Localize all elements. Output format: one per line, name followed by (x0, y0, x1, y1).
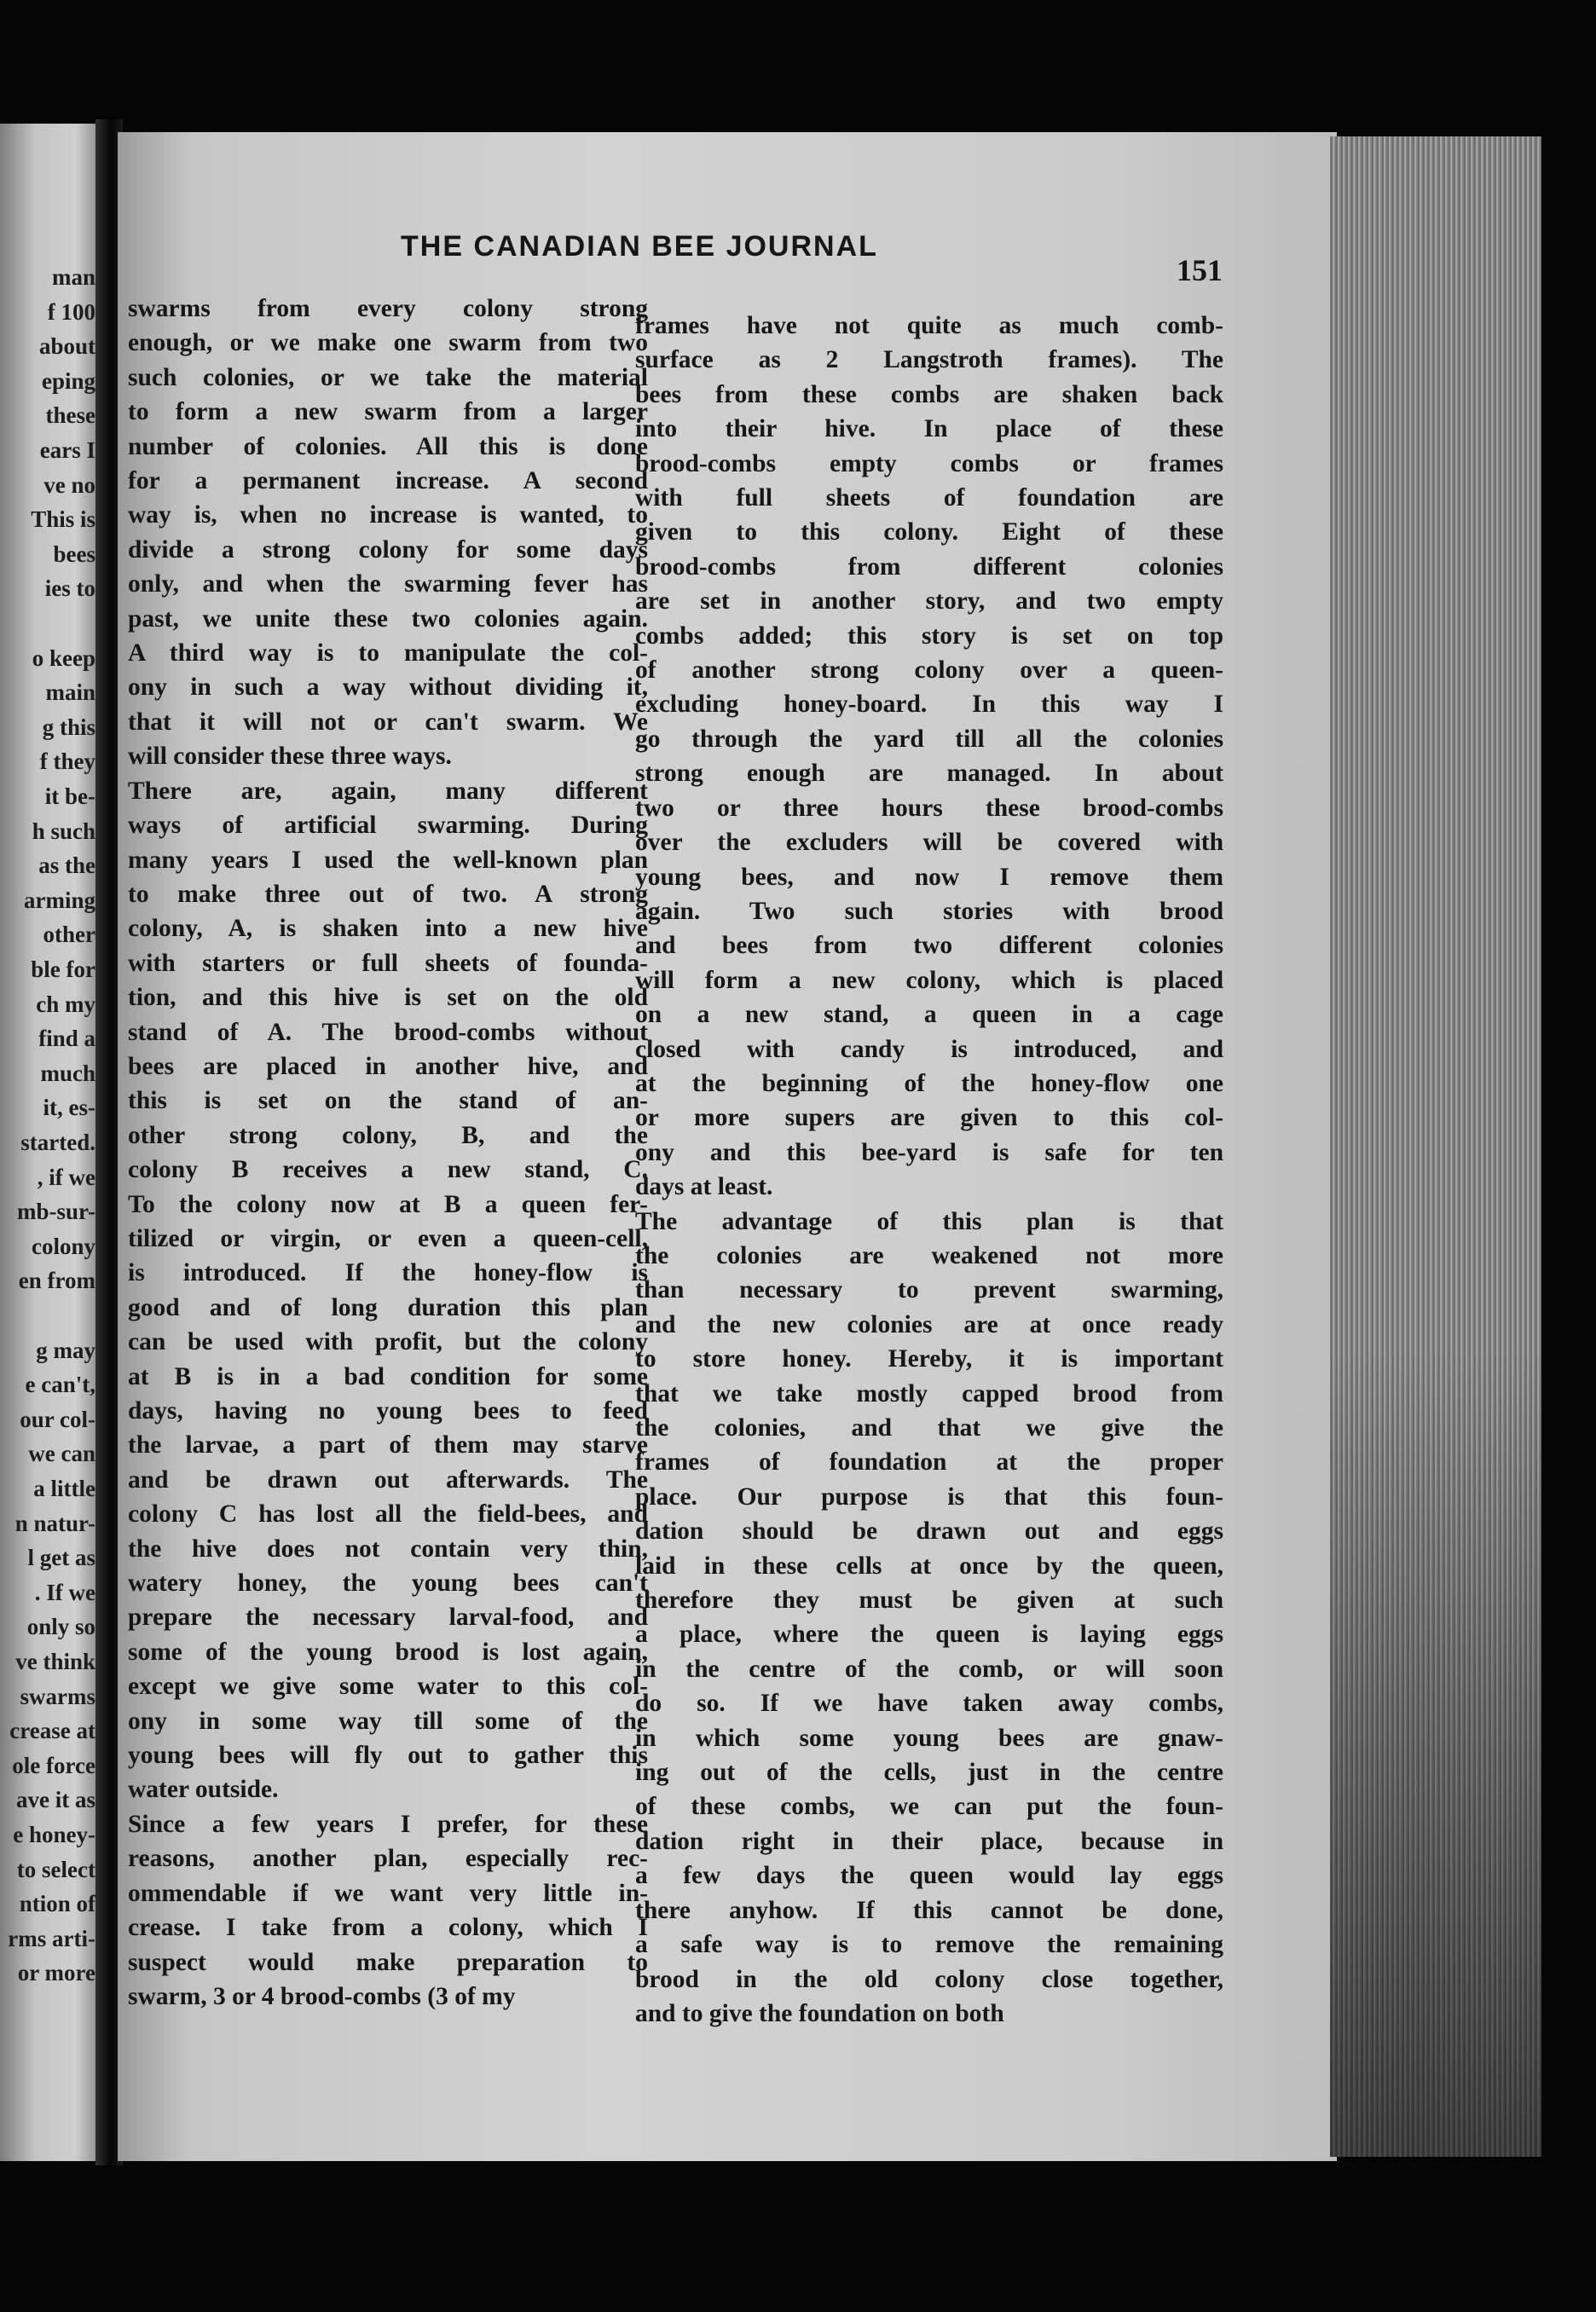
text-line: suspect would make preparation to (128, 1948, 648, 1976)
text-line: a place, where the queen is laying eggs (635, 1621, 1223, 1649)
text-line: are set in another story, and two empty (635, 587, 1223, 616)
text-line: therefore they must be given at such (635, 1587, 1223, 1615)
previous-page-text-fragment: bees (53, 540, 95, 567)
text-line: tion, and this hive is set on the old (128, 984, 648, 1012)
text-line: at B is in a bad condition for some (128, 1362, 648, 1390)
previous-page-text-fragment: to select (16, 1856, 95, 1882)
text-line: only, and when the swarming fever has (128, 570, 648, 598)
text-line: that we take mostly capped brood from (635, 1379, 1223, 1407)
previous-page-text-fragment: arming (24, 887, 95, 913)
text-line: in the centre of the comb, or will soon (635, 1655, 1223, 1683)
text-line: A third way is to manipulate the col- (128, 639, 648, 668)
text-line: to store honey. Hereby, it is important (635, 1345, 1223, 1373)
text-line: many years I used the well-known plan (128, 846, 648, 874)
text-line: except we give some water to this col- (128, 1673, 648, 1701)
text-line: do so. If we have taken away combs, (635, 1690, 1223, 1718)
text-line: frames have not quite as much comb- (635, 312, 1223, 339)
text-line: that it will not or can't swarm. We (128, 708, 648, 736)
previous-page-text-fragment: f 100 (47, 298, 95, 325)
text-line: bees are placed in another hive, and (128, 1052, 648, 1080)
previous-page-text-fragment: ole force (12, 1752, 95, 1778)
previous-page-text-fragment: we can (28, 1441, 95, 1467)
text-line: ing out of the cells, just in the centre (635, 1759, 1223, 1787)
previous-page-text-fragment: colony (31, 1233, 95, 1259)
previous-page-text-fragment: f they (39, 749, 95, 775)
text-line: the colonies, and that we give the (635, 1414, 1223, 1442)
text-line: the hive does not contain very thin, (128, 1535, 648, 1563)
text-line: combs added; this story is set on top (635, 621, 1223, 650)
previous-page-text-fragment: other (43, 922, 95, 948)
text-line: ony in such a way without dividing it, (128, 673, 648, 702)
text-line: such colonies, or we take the material (128, 363, 648, 391)
previous-page-text-fragment: e honey- (13, 1822, 95, 1847)
previous-page-text-fragment: ave it as (16, 1787, 95, 1813)
previous-page-edge (0, 124, 101, 2161)
text-line: can be used with profit, but the colony (128, 1328, 648, 1356)
text-line: way is, when no increase is wanted, to (128, 501, 648, 529)
text-line: colony C has lost all the field-bees, and (128, 1500, 648, 1529)
text-line: on a new stand, a queen in a cage (635, 1001, 1223, 1029)
previous-page-text-fragment: man (51, 264, 95, 290)
text-line: good and of long duration this plan (128, 1293, 648, 1321)
text-line: colony, A, is shaken into a new hive (128, 915, 648, 943)
previous-page-text-fragment: g this (42, 714, 95, 740)
previous-page-text-fragment: a little (33, 1476, 95, 1501)
previous-page-text-fragment: swarms (20, 1683, 95, 1709)
text-line: swarms from every colony strong (128, 295, 648, 322)
previous-page-text-fragment: ntion of (19, 1891, 95, 1917)
text-line: of these combs, we can put the foun- (635, 1793, 1223, 1821)
previous-page-text-fragment: ies to (44, 575, 95, 602)
text-line: excluding honey-board. In this way I (635, 691, 1223, 719)
text-line: stand of A. The brood-combs without (128, 1018, 648, 1046)
text-line: dation should be drawn out and eggs (635, 1517, 1223, 1546)
previous-page-text-fragment: o keep (32, 644, 95, 671)
text-line: young bees will fly out to gather this (128, 1742, 648, 1770)
previous-page-text-fragment: eping (41, 367, 95, 394)
previous-page-text-fragment: ears I (39, 437, 95, 463)
text-line: and the new colonies are at once ready (635, 1310, 1223, 1338)
text-line: crease. I take from a colony, which I (128, 1914, 648, 1942)
text-line: again. Two such stories with brood (635, 897, 1223, 925)
text-line: ony and this bee-yard is safe for ten (635, 1138, 1223, 1166)
text-line: brood in the old colony close together, (635, 1965, 1223, 1993)
text-line: and bees from two different colonies (635, 932, 1223, 960)
previous-page-text-fragment: g may (36, 1337, 95, 1363)
text-line: watery honey, the young bees can't (128, 1569, 648, 1598)
text-line: some of the young brood is lost again, (128, 1638, 648, 1666)
text-line: swarm, 3 or 4 brood-combs (3 of my (128, 1982, 516, 2010)
text-line: surface as 2 Langstroth frames). The (635, 346, 1223, 374)
previous-page-text-fragment: ve think (15, 1649, 95, 1674)
text-line: strong enough are managed. In about (635, 760, 1223, 788)
text-line: with starters or full sheets of founda- (128, 949, 648, 977)
previous-page-text-fragment: it, es- (43, 1095, 95, 1121)
text-line: or more supers are given to this col- (635, 1104, 1223, 1132)
text-line: at the beginning of the honey-flow one (635, 1069, 1223, 1097)
previous-page-text-fragment: main (45, 679, 95, 706)
text-line: number of colonies. All this is done (128, 432, 648, 460)
previous-page-text-fragment: our col- (20, 1406, 95, 1432)
page-stack-edges (1330, 136, 1541, 2157)
text-line: closed with candy is introduced, and (635, 1035, 1223, 1063)
text-line: the larvae, a part of them may starve (128, 1431, 648, 1459)
previous-page-text-fragment: as the (38, 853, 95, 879)
previous-page-text-fragment: h such (32, 818, 95, 844)
text-line: two or three hours these brood-combs (635, 794, 1223, 822)
previous-page-text-fragment: started. (20, 1130, 95, 1155)
text-line: days at least. (635, 1173, 773, 1201)
text-line: the colonies are weakened not more (635, 1241, 1223, 1269)
text-line: with full sheets of foundation are (635, 484, 1223, 512)
previous-page-text-fragment: or more (17, 1960, 95, 1986)
text-line: will consider these three ways. (128, 743, 452, 771)
previous-page-text-fragment: e can't, (25, 1372, 95, 1398)
text-line: and be drawn out afterwards. The (128, 1465, 648, 1494)
text-line: Since a few years I prefer, for these (128, 1810, 648, 1838)
text-line: to make three out of two. A strong (128, 880, 648, 908)
right-text-column (635, 309, 1223, 2031)
text-line: a few days the queen would lay eggs (635, 1862, 1223, 1890)
previous-page-text-fragment: en from (18, 1268, 95, 1294)
text-line: past, we unite these two colonies again. (128, 604, 648, 633)
text-line: water outside. (128, 1776, 279, 1804)
left-text-column (128, 292, 648, 2014)
running-head: THE CANADIAN BEE JOURNAL (401, 230, 878, 263)
text-line: bees from these combs are shaken back (635, 380, 1223, 408)
previous-page-text-fragment: l get as (27, 1545, 95, 1571)
text-line: divide a strong colony for some days (128, 535, 648, 564)
text-line: into their hive. In place of these (635, 415, 1223, 443)
previous-page-text-fragment: much (40, 1060, 95, 1086)
text-line: place. Our purpose is that this foun- (635, 1483, 1223, 1511)
text-line: There are, again, many different (128, 777, 648, 805)
text-line: The advantage of this plan is that (635, 1207, 1223, 1235)
previous-page-text-fragment: it be- (44, 783, 95, 809)
text-line: for a permanent increase. A second (128, 467, 648, 495)
text-line: days, having no young bees to feed (128, 1397, 648, 1425)
text-line: to form a new swarm from a larger (128, 398, 648, 426)
text-line: is introduced. If the honey-flow is (128, 1259, 648, 1287)
text-line: over the excluders will be covered with (635, 829, 1223, 857)
text-line: ony in some way till some of the (128, 1707, 648, 1735)
text-line: than necessary to prevent swarming, (635, 1276, 1223, 1304)
text-line: of another strong colony over a queen- (635, 656, 1223, 685)
text-line: given to this colony. Eight of these (635, 518, 1223, 546)
text-line: To the colony now at B a queen fer- (128, 1190, 648, 1218)
text-line: prepare the necessary larval-food, and (128, 1604, 648, 1632)
text-line: frames of foundation at the proper (635, 1448, 1223, 1477)
text-line: ommendable if we want very little in- (128, 1879, 648, 1907)
text-line: and to give the foundation on both (635, 1999, 1004, 2027)
previous-page-text-fragment: This is (31, 506, 95, 533)
previous-page-text-fragment: mb-sur- (17, 1199, 95, 1225)
text-line: young bees, and now I remove them (635, 863, 1223, 891)
text-line: enough, or we make one swarm from two (128, 329, 648, 357)
text-line: laid in these cells at once by the queen, (635, 1552, 1223, 1580)
previous-page-text-fragment: crease at (9, 1718, 95, 1744)
previous-page-text-fragment: about (38, 333, 95, 360)
previous-page-text-fragment: ble for (31, 957, 95, 982)
text-line: there anyhow. If this cannot be done, (635, 1896, 1223, 1924)
previous-page-text-fragment: rms arti- (8, 1925, 95, 1951)
previous-page-text-fragment: n natur- (14, 1510, 95, 1536)
text-line: tilized or virgin, or even a queen-cell, (128, 1224, 648, 1252)
text-line: go through the yard till all the colonies (635, 725, 1223, 753)
text-line: colony B receives a new stand, C. (128, 1156, 648, 1184)
text-line: ways of artificial swarming. During (128, 812, 648, 840)
previous-page-text-fragment: only so (26, 1614, 95, 1640)
previous-page-text-fragment: find a (38, 1026, 95, 1052)
previous-page-text-fragment: ve no (43, 471, 95, 498)
text-line: brood-combs from different colonies (635, 552, 1223, 581)
text-line: reasons, another plan, especially rec- (128, 1845, 648, 1873)
previous-page-text-fragment: . If we (34, 1579, 95, 1605)
text-line: will form a new colony, which is placed (635, 966, 1223, 994)
previous-page-text-fragment: ch my (36, 991, 95, 1017)
previous-page-text-fragment: , if we (37, 1164, 95, 1190)
page-number: 151 (1177, 253, 1223, 287)
text-line: in which some young bees are gnaw- (635, 1724, 1223, 1752)
text-line: this is set on the stand of an- (128, 1087, 648, 1115)
text-line: brood-combs empty combs or frames (635, 449, 1223, 477)
text-line: dation right in their place, because in (635, 1827, 1223, 1855)
previous-page-text-fragment: these (45, 402, 95, 429)
text-line: a safe way is to remove the remaining (635, 1931, 1223, 1959)
text-line: other strong colony, B, and the (128, 1121, 648, 1149)
